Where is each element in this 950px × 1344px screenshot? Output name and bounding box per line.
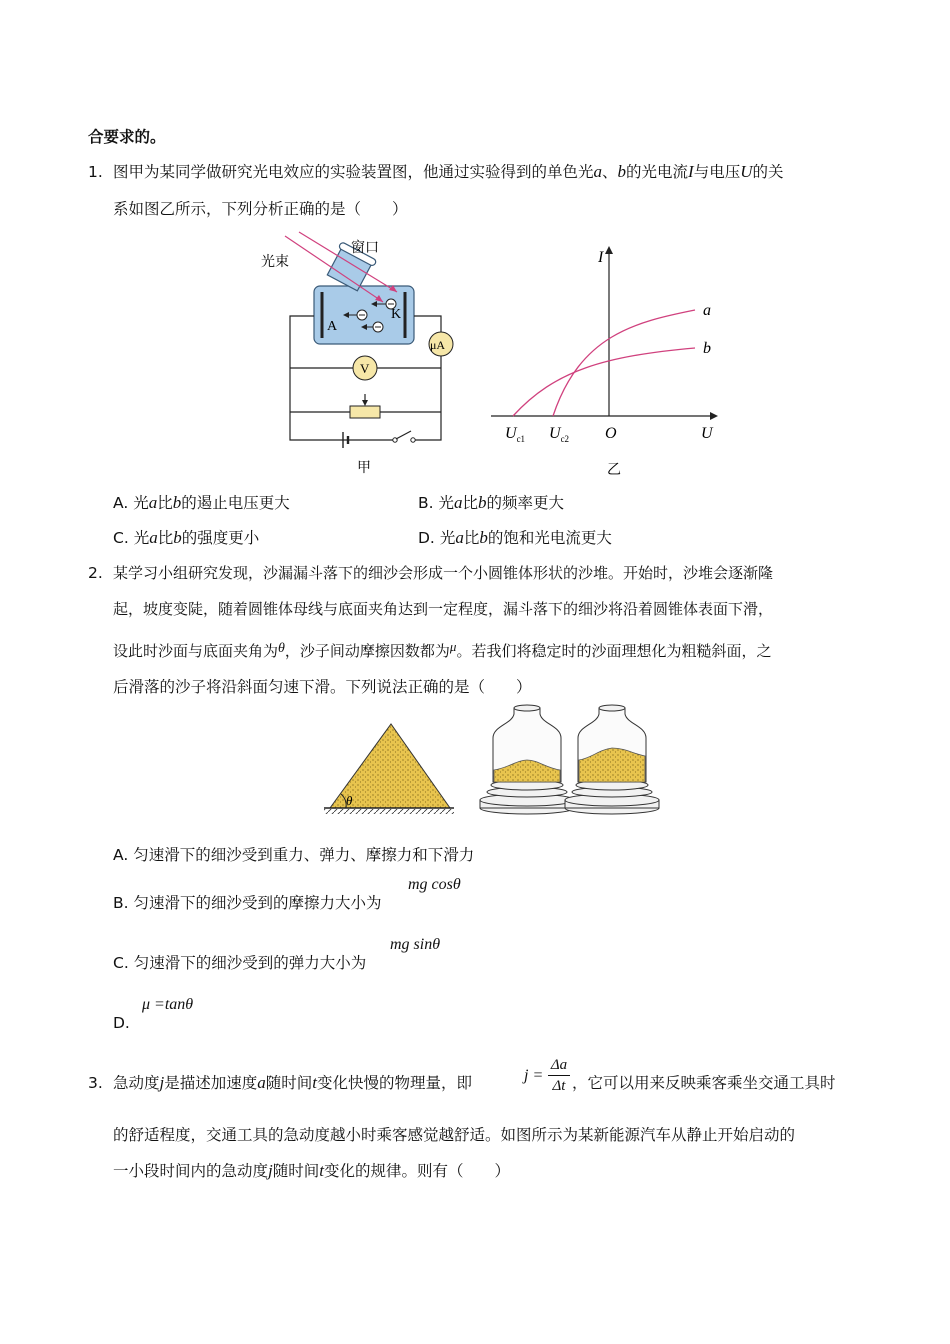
- figure-yi-caption: 乙: [607, 462, 621, 478]
- q2-option-d[interactable]: D.: [113, 1014, 130, 1032]
- question-3-line-1-end: ，它可以用来反映乘客乘坐交通工具时: [572, 1074, 836, 1092]
- origin-label: O: [605, 425, 617, 442]
- jerk-formula-lhs: j =: [524, 1067, 544, 1084]
- uc1-label: $U_{c1}$: [505, 425, 526, 444]
- question-1-line-1: 图甲为某同学做研究光电效应的实验装置图，他通过实验得到的单色光a、b的光电流I与电压U的关: [113, 162, 784, 181]
- rheostat: [350, 406, 380, 418]
- question-3-line-2: 的舒适程度，交通工具的急动度越小时乘客感觉越舒适。如图所示为某新能源汽车从静止开始启动的: [113, 1126, 796, 1144]
- label-V: V: [360, 361, 370, 376]
- photoelectric-apparatus-figure: [255, 228, 465, 478]
- section-intro: 合要求的。: [88, 128, 166, 146]
- q1-option-a[interactable]: A. 光a比b的遏止电压更大: [113, 493, 290, 512]
- hourglass-2: [565, 705, 659, 814]
- question-2-number: 2.: [88, 564, 103, 582]
- q2-option-d-formula: μ =tanθ: [142, 996, 194, 1013]
- figure-jia-caption: 甲: [357, 460, 371, 476]
- axis-I-label: I: [598, 249, 604, 266]
- iu-graph-figure: [485, 240, 725, 478]
- angle-theta-label: θ: [346, 793, 353, 808]
- q2-option-a[interactable]: A. 匀速滑下的细沙受到重力、弹力、摩擦力和下滑力: [113, 846, 475, 864]
- label-K: K: [391, 307, 402, 322]
- question-2-line-4: 后滑落的沙子将沿斜面匀速下滑。下列说法正确的是（ ）: [113, 678, 532, 696]
- curve-b: [513, 348, 695, 416]
- question-2-line-1: 某学习小组研究发现，沙漏漏斗落下的细沙会形成一个小圆锥体形状的沙堆。开始时，沙堆会逐渐隆: [113, 564, 774, 582]
- curve-a: [553, 310, 695, 416]
- question-3-number: 3.: [88, 1074, 103, 1092]
- axis-U-label: U: [701, 425, 713, 442]
- question-3-line-3: 一小段时间内的急动度j随时间t变化的规律。则有（ ）: [113, 1161, 511, 1180]
- jerk-formula-fraction: Δa Δt: [548, 1056, 570, 1095]
- question-2-line-3: 设此时沙面与底面夹角为θ，沙子间动摩擦因数都为μ。若我们将稳定时的沙面理想化为粗糙斜面，之: [113, 639, 772, 660]
- q1-option-c[interactable]: C. 光a比b的强度更小: [113, 528, 260, 547]
- uc2-label: $U_{c2}$: [549, 425, 570, 444]
- question-1-number: 1.: [88, 163, 103, 181]
- question-3-line-1: 急动度j是描述加速度a随时间t变化快慢的物理量，即: [113, 1073, 473, 1092]
- q2-option-b-formula: mg cosθ: [408, 876, 461, 893]
- label-beam: 光束: [261, 254, 289, 270]
- q2-option-b[interactable]: B. 匀速滑下的细沙受到的摩擦力大小为: [113, 894, 382, 912]
- question-1-line-2: 系如图乙所示，下列分析正确的是（ ）: [113, 200, 408, 218]
- q2-option-c-formula: mg sinθ: [390, 936, 441, 953]
- label-window: 窗口: [351, 240, 379, 256]
- hourglass-1: [480, 705, 574, 814]
- curve-b-label: b: [703, 340, 711, 357]
- q1-option-d[interactable]: D. 光a比b的饱和光电流更大: [418, 528, 612, 547]
- label-A: A: [327, 319, 338, 334]
- sand-pile-figure: [322, 704, 662, 822]
- curve-a-label: a: [703, 302, 711, 319]
- question-2-line-2: 起，坡度变陡，随着圆锥体母线与底面夹角达到一定程度，漏斗落下的细沙将沿着圆锥体表面下滑，: [113, 600, 774, 618]
- q2-option-c[interactable]: C. 匀速滑下的细沙受到的弹力大小为: [113, 954, 367, 972]
- label-uA: μA: [430, 338, 446, 352]
- q1-option-b[interactable]: B. 光a比b的频率更大: [418, 493, 565, 512]
- switch: [396, 431, 411, 439]
